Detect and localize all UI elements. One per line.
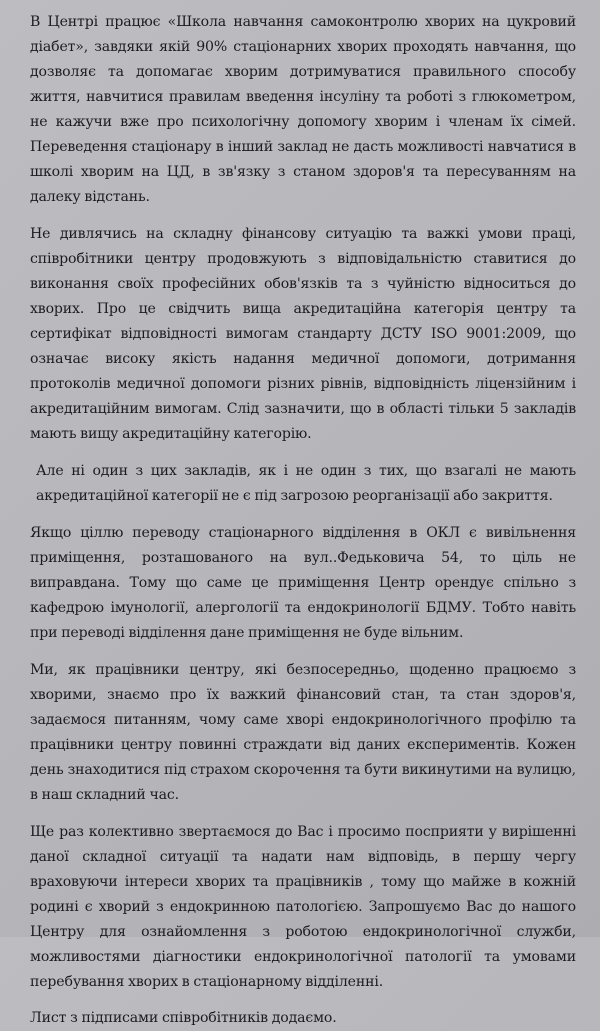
paragraph-employees-concern: Ми, як працівники центру, які безпосередньо, щоденно працюємо з хворими, знаємо про їх важкий фінансовий стан, та стан здоров'я, задаємося питанням, чому саме хворі ендокринологічного профілю та працівники центру повинні страждати від даних експериментів. Кожен день знаходитися під страхом скорочення та бути викинутими на вулицю, в наш складний час. [30, 662, 576, 803]
paragraph-school-training: В Центрі працює «Школа навчання самоконтролю хворих на цукровий діабет», завдяки якій 90% стаціонарних хворих проходять навчання, що дозволяє та допомагає хворим дотримуватися правильного способу життя, навчитися правилам введення інсуліну та роботі з глюкометром, не кажучи вже про психологічну допомогу хворим і членам їх сімей. Переведення стаціонару в інший заклад не дасть можливості навчатися в школі хворим на ЦД, в зв'язку з станом здоров'я та пересуванням на далеку відстань. [30, 14, 576, 205]
paragraph-premises-relocation: Якщо ціллю переводу стаціонарного відділення в ОКЛ є вивільнення приміщення, розташованого на вул..Федьковича 54, то ціль не виправдана. Тому що саме це приміщення Центр орендує спільно з кафедрою імунології, алергології та ендокринології БДМУ. Тобто навіть при переводі відділення дане приміщення не буде вільним. [30, 525, 576, 641]
paragraph-financial-situation: Не дивлячись на складну фінансову ситуацію та важкі умови праці, співробітники центру продовжують з відповідальністю ставитися до виконання своїх професійних обов'язків та з чуйністю відноситься до хворих. Про це свідчить вища акредитаційна категорія центру та сертифікат відповідності вимогам стандарту ДСТУ ISO 9001:2009, що означає високу якість надання медичної допомоги, дотримання протоколів медичної допомоги різних рівнів, відповідність ліцензійним і акредитаційним вимогам. Слід зазначити, що в області тільки 5 закладів мають вищу акредитаційну категорію. [30, 226, 576, 442]
paragraph-collective-appeal: Ще раз колективно звертаємося до Вас і просимо посприяти у вирішенні даної складної ситуації та надати нам відповідь, в першу чергу враховуючи інтереси хворих та працівників , тому що майже в кожній родині є хворий з ендокринною патологією. Запрошуємо Вас до нашого Центру для ознайомлення з роботою ендокринологічної служби, можливостями діагностики ендокринологічної патології та умовами перебування хворих в стаціонарному відділенні. [30, 824, 576, 990]
paragraph-signatures-attached: Лист з підписами співробітників додаємо. [30, 1010, 337, 1026]
paragraph-other-institutions: Але ні один з цих закладів, як і не один з тих, що взагалі не мають акредитаційної категорії не є під загрозою реорганізації або закриття. [36, 463, 576, 504]
